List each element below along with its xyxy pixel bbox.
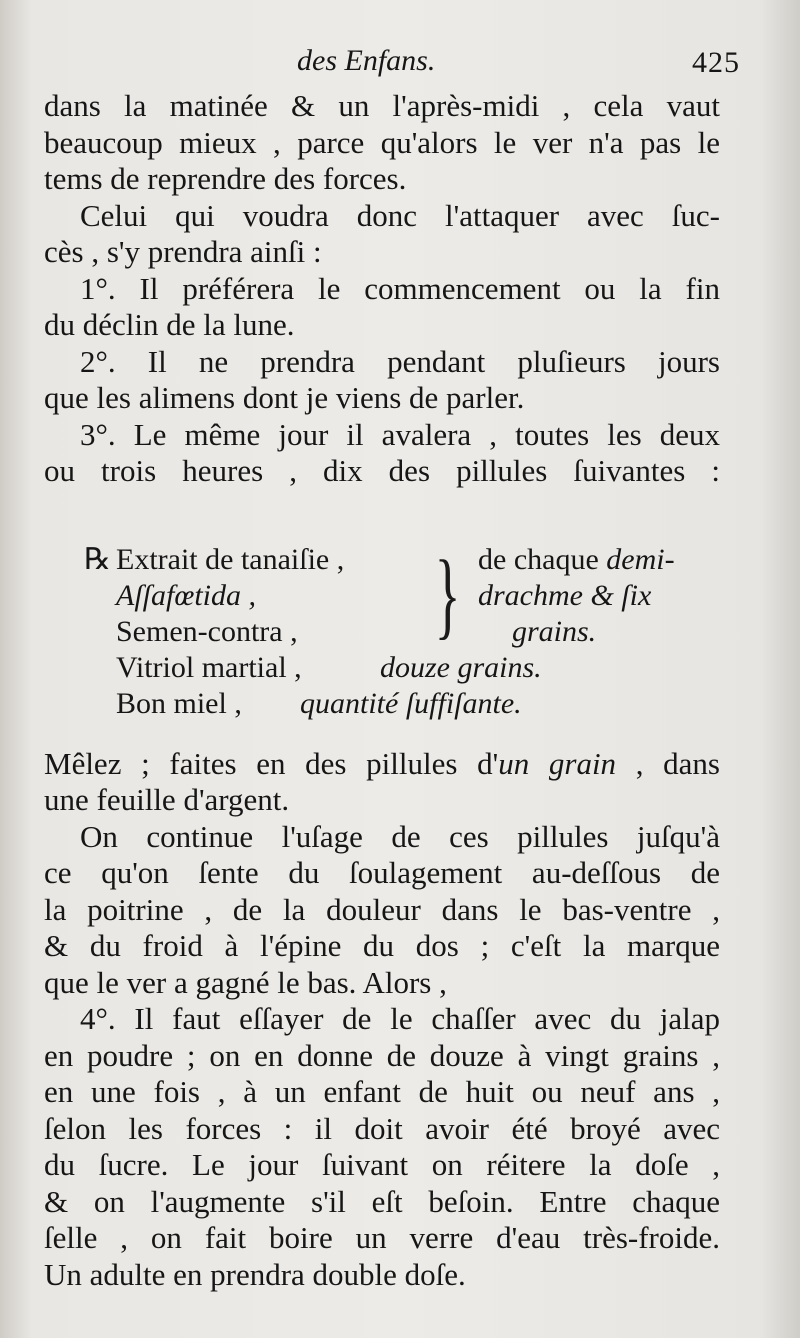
text-line: beaucoup mieux , parce qu'alors le ver n'a pas le [44,124,720,160]
text-line: tems de reprendre des forces. [44,161,407,196]
text-line: Celui qui voudra donc l'attaquer avec ſuc- [80,197,720,233]
recipe-dose: grains. [512,614,597,648]
recipe-ingredient: Extrait de tanaiſie , [116,542,345,576]
text-line: que le ver a gagné le bas. Alors , [44,964,447,1000]
text-line: ſelle , on fait boire un verre d'eau très-froide. [44,1220,720,1255]
text-line: du ſucre. Le jour ſuivant on réitere la doſe , [44,1147,720,1182]
text-line: ou trois heures , dix des pillules ſuivantes : [44,453,720,488]
text-run: Mêlez ; faites en des pillules d' [44,745,499,781]
text-line [44,746,720,783]
text-line: 1°. Il préférera le commencement ou la fin [80,270,720,306]
text-line: en une fois , à un enfant de huit ou neuf ans , [44,1074,720,1109]
text-line: Un adulte en prendra double doſe. [44,1256,466,1292]
running-title: des Enfans. [297,44,436,77]
text-line: du déclin de la lune. [44,307,295,342]
text-line: 2°. Il ne prendra pendant pluſieurs jours [80,343,720,379]
text-line: la poitrine , de la douleur dans le bas-ventre , [44,891,720,927]
text-run: , dans [616,745,720,781]
text-run-italic: un grain [498,745,617,781]
text-line: & on l'augmente s'il eſt beſoin. Entre chaque [44,1183,720,1219]
text-line: une feuille d'argent. [44,782,290,817]
recipe-symbol: ℞ [84,542,111,576]
recipe-quantity: douze grains. [380,650,542,684]
recipe-ingredient: Aſſafœtida , [116,578,257,612]
page-header [44,44,740,88]
text-line: cès , s'y prendra ainſi : [44,234,322,269]
recipe-ingredient: Vitriol martial , [116,650,302,684]
recipe-ingredient: Bon miel , [116,686,242,720]
text-line: 3°. Le même jour il avalera , toutes les deux [80,416,720,452]
text-line: que les alimens dont je viens de parler. [44,380,525,415]
text-line: ſelon les forces : il doit avoir été broyé avec [44,1110,720,1146]
page-body [44,88,720,1293]
recipe-quantity: quantité ſuffiſante. [300,686,522,720]
dose-text: de chaque [478,542,599,576]
spacer [44,490,720,528]
recipe-ingredient: Semen-contra , [116,614,298,648]
page-number: 425 [692,46,740,79]
recipe-dose: drachme & ſix [478,578,652,612]
text-line: en poudre ; on en donne de douze à vingt grains , [44,1037,720,1073]
recipe-dose [478,542,675,578]
text-line: On continue l'uſage de ces pillules juſqu'à [80,818,720,854]
text-line: & du froid à l'épine du dos ; c'eſt la marque [44,928,720,963]
curly-brace: } [434,540,461,649]
text-line: 4°. Il faut eſſayer de le chaſſer avec du jalap [80,1001,720,1036]
text-line: ce qu'on ſente du ſoulagement au-deſſous de [44,855,720,890]
recipe-block [44,540,720,720]
text-line: dans la matinée & un l'après-midi , cela vaut [44,88,720,123]
dose-text-italic: demi- [606,542,675,576]
